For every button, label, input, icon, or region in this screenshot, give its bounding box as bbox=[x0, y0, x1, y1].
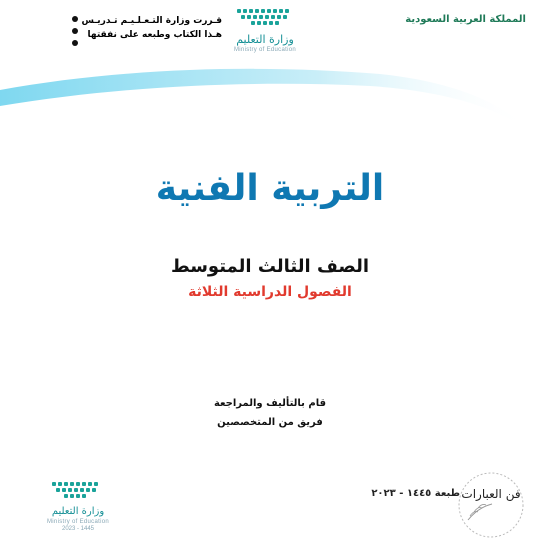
stamp-circle-icon bbox=[456, 470, 526, 540]
ministry-logo-icon bbox=[215, 6, 315, 28]
authors-line-2: فريق من المتخصصين bbox=[217, 417, 323, 428]
ministry-logo-label: وزارة التعليم bbox=[236, 33, 294, 46]
footer-year-range: 2023 - 1445 bbox=[61, 526, 95, 532]
ministry-logo-icon bbox=[38, 480, 118, 500]
decorative-swoosh bbox=[0, 50, 540, 160]
book-title: التربية الفنية bbox=[155, 168, 385, 209]
approval-notice-line2: هـذا الكتاب وطبعه على نفقتها bbox=[87, 30, 222, 40]
footer-ministry-label: وزارة التعليم bbox=[51, 506, 105, 517]
approval-notice-line1: قـررت وزارة التـعـلـيـم تـدريـس bbox=[81, 16, 222, 26]
kingdom-name: المملكة العربية السعودية bbox=[405, 14, 526, 25]
authors-line-1: قام بالتأليف والمراجعة bbox=[213, 398, 327, 409]
semesters-label: الفصول الدراسية الثلاثة bbox=[188, 284, 352, 300]
watermark-stamp bbox=[456, 470, 526, 540]
stamp-text: فن العبارات bbox=[461, 487, 521, 501]
footer-ministry-sub: Ministry of Education bbox=[47, 519, 109, 525]
footer-ministry-logo bbox=[38, 480, 118, 532]
grade-level: الصف الثالث المتوسط bbox=[170, 256, 370, 277]
approval-notice bbox=[72, 14, 222, 42]
ministry-logo-sub: Ministry of Education bbox=[234, 47, 296, 53]
edition-label: طبعة ١٤٤٥ - ٢٠٢٣ bbox=[371, 488, 460, 499]
